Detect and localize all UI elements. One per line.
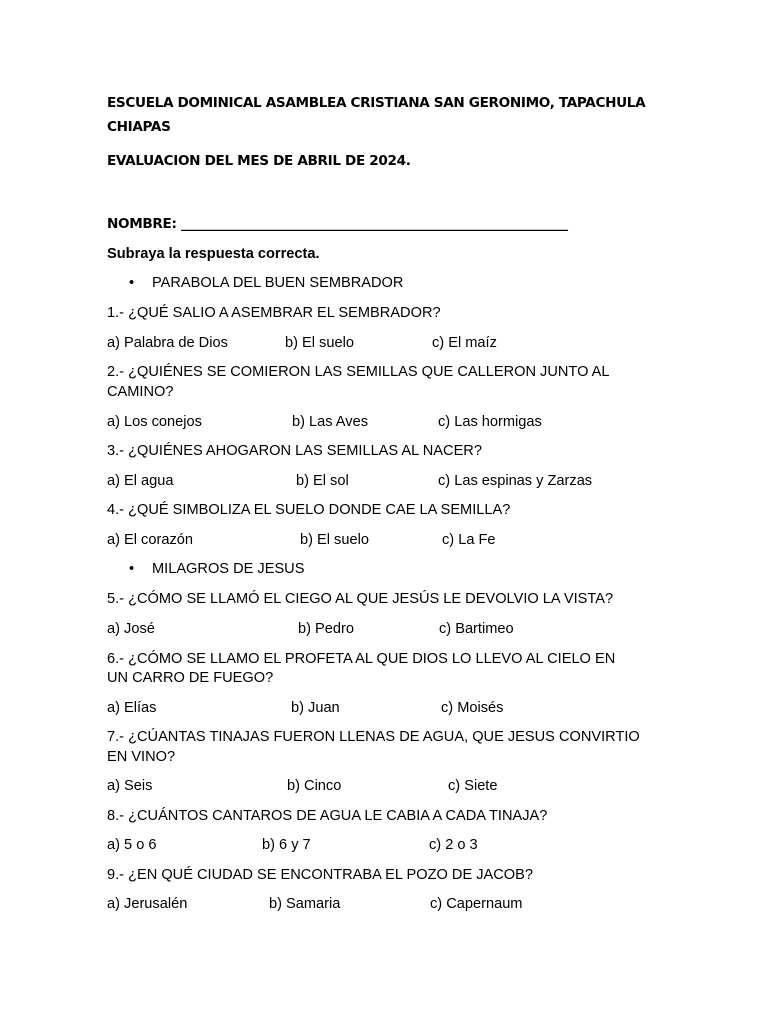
bullet-icon: • (129, 275, 135, 291)
question-7-continued: EN VINO? (107, 749, 176, 765)
question-1-option-a: a) Palabra de Dios (107, 335, 228, 351)
question-3-option-a: a) El agua (107, 473, 174, 489)
question-5: 5.- ¿CÓMO SE LLAMÓ EL CIEGO AL QUE JESÚS LE DEVOLVIO LA VISTA? (107, 591, 614, 607)
instruction-text: Subraya la respuesta correcta. (107, 246, 320, 262)
question-5-option-b: b) Pedro (298, 621, 354, 637)
question-7-option-b: b) Cinco (287, 778, 342, 794)
question-5-option-c: c) Bartimeo (439, 621, 514, 637)
question-7: 7.- ¿CÚANTAS TINAJAS FUERON LLENAS DE AGUA, QUE JESUS CONVIRTIO (107, 729, 640, 745)
question-1: 1.- ¿QUÉ SALIO A ASEMBRAR EL SEMBRADOR? (107, 305, 441, 321)
question-6: 6.- ¿CÓMO SE LLAMO EL PROFETA AL QUE DIOS LO LLEVO AL CIELO EN (107, 651, 616, 667)
question-8-option-b: b) 6 y 7 (262, 837, 311, 853)
question-3-option-b: b) El sol (296, 473, 349, 489)
name-field-line: NOMBRE: ____________________________________________________________ (107, 216, 568, 232)
question-9-option-b: b) Samaria (269, 896, 341, 912)
question-1-option-c: c) El maíz (432, 335, 497, 351)
question-4: 4.- ¿QUÉ SIMBOLIZA EL SUELO DONDE CAE LA SEMILLA? (107, 502, 511, 518)
question-9-option-a: a) Jerusalén (107, 896, 188, 912)
bullet-icon: • (129, 561, 135, 577)
question-5-option-a: a) José (107, 621, 155, 637)
question-6-continued: UN CARRO DE FUEGO? (107, 670, 274, 686)
section-heading-parable: PARABOLA DEL BUEN SEMBRADOR (152, 275, 404, 291)
school-title-line-1: ESCUELA DOMINICAL ASAMBLEA CRISTIANA SAN GERONIMO, TAPACHULA (107, 95, 646, 111)
school-title-line-2: CHIAPAS (107, 119, 171, 135)
question-7-option-a: a) Seis (107, 778, 153, 794)
question-3-option-c: c) Las espinas y Zarzas (438, 473, 593, 489)
question-4-option-a: a) El corazón (107, 532, 193, 548)
question-2: 2.- ¿QUIÉNES SE COMIERON LAS SEMILLAS QUE CALLERON JUNTO AL (107, 364, 610, 380)
question-3: 3.- ¿QUIÉNES AHOGARON LAS SEMILLAS AL NACER? (107, 443, 482, 459)
question-8-option-a: a) 5 o 6 (107, 837, 157, 853)
question-6-option-b: b) Juan (291, 700, 340, 716)
question-9: 9.- ¿EN QUÉ CIUDAD SE ENCONTRABA EL POZO DE JACOB? (107, 867, 534, 883)
question-2-option-a: a) Los conejos (107, 414, 202, 430)
question-4-option-b: b) El suelo (300, 532, 369, 548)
question-8-option-c: c) 2 o 3 (429, 837, 478, 853)
question-1-option-b: b) El suelo (285, 335, 354, 351)
evaluation-subtitle: EVALUACION DEL MES DE ABRIL DE 2024. (107, 153, 411, 169)
question-8: 8.- ¿CUÁNTOS CANTAROS DE AGUA LE CABIA A CADA TINAJA? (107, 808, 548, 824)
question-2-continued: CAMINO? (107, 384, 174, 400)
question-2-option-b: b) Las Aves (292, 414, 368, 430)
question-9-option-c: c) Capernaum (430, 896, 523, 912)
question-7-option-c: c) Siete (448, 778, 498, 794)
question-6-option-c: c) Moisés (441, 700, 504, 716)
question-2-option-c: c) Las hormigas (438, 414, 542, 430)
section-heading-miracles: MILAGROS DE JESUS (152, 561, 305, 577)
question-4-option-c: c) La Fe (442, 532, 496, 548)
question-6-option-a: a) Elías (107, 700, 157, 716)
